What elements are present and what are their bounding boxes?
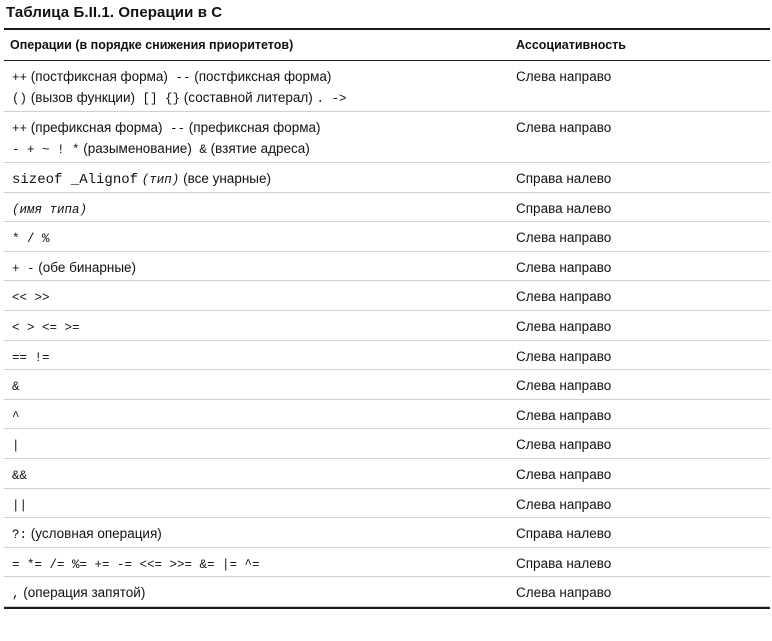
operations-cell bbox=[4, 163, 510, 192]
table-row bbox=[4, 163, 770, 193]
operator-code: == != bbox=[12, 350, 50, 365]
operations-cell bbox=[4, 489, 510, 518]
operator-code: || bbox=[12, 498, 28, 513]
operator-code: () bbox=[12, 92, 28, 106]
operations-cell bbox=[4, 518, 510, 547]
associativity-cell: Слева направо bbox=[516, 496, 612, 512]
operator-code: ++ bbox=[12, 122, 28, 136]
operations-cell bbox=[4, 400, 510, 429]
operator-code: ^ bbox=[12, 409, 20, 424]
table-row bbox=[4, 459, 770, 489]
operator-code: sizeof _Alignof bbox=[12, 172, 139, 188]
associativity-cell: Слева направо bbox=[516, 259, 612, 275]
operator-note: (операция запятой) bbox=[23, 585, 146, 601]
operations-cell bbox=[4, 252, 510, 281]
operator-code: ?: bbox=[12, 528, 28, 543]
associativity-cell: Справа налево bbox=[516, 526, 612, 542]
associativity-cell: Слева направо bbox=[516, 348, 612, 364]
operations-cell bbox=[4, 311, 510, 340]
operator-code: - + ~ ! * bbox=[12, 143, 80, 157]
operator-code: & bbox=[12, 380, 20, 395]
table-row bbox=[4, 370, 770, 400]
associativity-cell: Слева направо bbox=[516, 437, 612, 453]
associativity-cell: Слева направо bbox=[516, 230, 612, 246]
operations-line bbox=[12, 88, 504, 109]
table-row bbox=[4, 400, 770, 430]
table-row bbox=[4, 577, 770, 607]
operator-note: (составной литерал) bbox=[183, 90, 313, 105]
operator-note: (префиксная форма) bbox=[30, 120, 163, 135]
operator-code: = *= /= %= += -= <<= >>= &= |= ^= bbox=[12, 557, 260, 572]
operations-cell bbox=[4, 459, 510, 488]
operator-note: (постфиксная форма) bbox=[194, 69, 332, 84]
header-operations: Операции (в порядке снижения приоритетов) bbox=[10, 38, 294, 52]
operations-line bbox=[12, 139, 504, 160]
table-row bbox=[4, 193, 770, 223]
operations-cell bbox=[4, 281, 510, 310]
operator-code: | bbox=[12, 439, 20, 454]
operator-code: & bbox=[199, 143, 207, 157]
table-row bbox=[4, 61, 770, 112]
operator-code: , bbox=[12, 587, 20, 602]
associativity-cell: Слева направо bbox=[516, 466, 612, 482]
operator-note: (взятие адреса) bbox=[210, 141, 310, 156]
table-caption: Таблица Б.II.1. Операции в C bbox=[6, 4, 223, 21]
operator-code-italic: (имя типа) bbox=[12, 202, 88, 217]
operator-code: + - bbox=[12, 261, 35, 276]
table-row bbox=[4, 252, 770, 282]
table-row bbox=[4, 429, 770, 459]
operations-cell bbox=[4, 193, 510, 222]
operator-code: -- bbox=[170, 122, 186, 136]
operator-note: (условная операция) bbox=[30, 526, 162, 542]
operator-code: * / % bbox=[12, 232, 50, 247]
table-row bbox=[4, 341, 770, 371]
table-row bbox=[4, 222, 770, 252]
operations-line bbox=[12, 67, 504, 88]
operator-code: -- bbox=[175, 71, 191, 85]
operator-code: . -> bbox=[316, 92, 347, 106]
operator-code: && bbox=[12, 468, 28, 483]
operator-code-italic: (тип) bbox=[141, 173, 180, 187]
table-bottom-rule bbox=[4, 607, 770, 609]
operator-note: (разыменование) bbox=[83, 141, 192, 156]
table-row bbox=[4, 311, 770, 341]
operator-note: (все унарные) bbox=[183, 171, 271, 186]
operators-table bbox=[0, 28, 772, 609]
operator-code: [] {} bbox=[142, 92, 181, 106]
associativity-cell: Слева направо bbox=[516, 407, 612, 423]
associativity-cell: Слева направо bbox=[516, 120, 612, 135]
operations-cell bbox=[4, 112, 510, 162]
associativity-cell: Слева направо bbox=[516, 318, 612, 334]
operations-cell bbox=[4, 429, 510, 458]
table-row bbox=[4, 489, 770, 519]
table-row bbox=[4, 281, 770, 311]
operations-cell bbox=[4, 61, 510, 111]
associativity-cell: Справа налево bbox=[516, 200, 612, 216]
table-row bbox=[4, 112, 770, 163]
table-row bbox=[4, 518, 770, 548]
operator-note: (префиксная форма) bbox=[188, 120, 321, 135]
operations-line bbox=[12, 118, 504, 139]
operator-note: (обе бинарные) bbox=[38, 259, 137, 275]
operator-code: < > <= >= bbox=[12, 320, 80, 335]
operations-cell bbox=[4, 222, 510, 251]
associativity-cell: Слева направо bbox=[516, 378, 612, 394]
operator-note: (вызов функции) bbox=[30, 90, 135, 105]
associativity-cell: Слева направо bbox=[516, 289, 612, 305]
associativity-cell: Справа налево bbox=[516, 555, 612, 571]
table-header bbox=[4, 30, 770, 61]
associativity-cell: Слева направо bbox=[516, 69, 612, 84]
table-row bbox=[4, 548, 770, 578]
operator-code: ++ bbox=[12, 71, 28, 85]
associativity-cell: Справа налево bbox=[516, 171, 612, 186]
operator-code: << >> bbox=[12, 291, 50, 306]
header-associativity: Ассоциативность bbox=[516, 38, 626, 52]
operations-cell bbox=[4, 548, 510, 577]
operations-cell bbox=[4, 577, 510, 606]
associativity-cell: Слева направо bbox=[516, 585, 612, 601]
operations-cell bbox=[4, 341, 510, 370]
operations-cell bbox=[4, 370, 510, 399]
operator-note: (постфиксная форма) bbox=[30, 69, 168, 84]
